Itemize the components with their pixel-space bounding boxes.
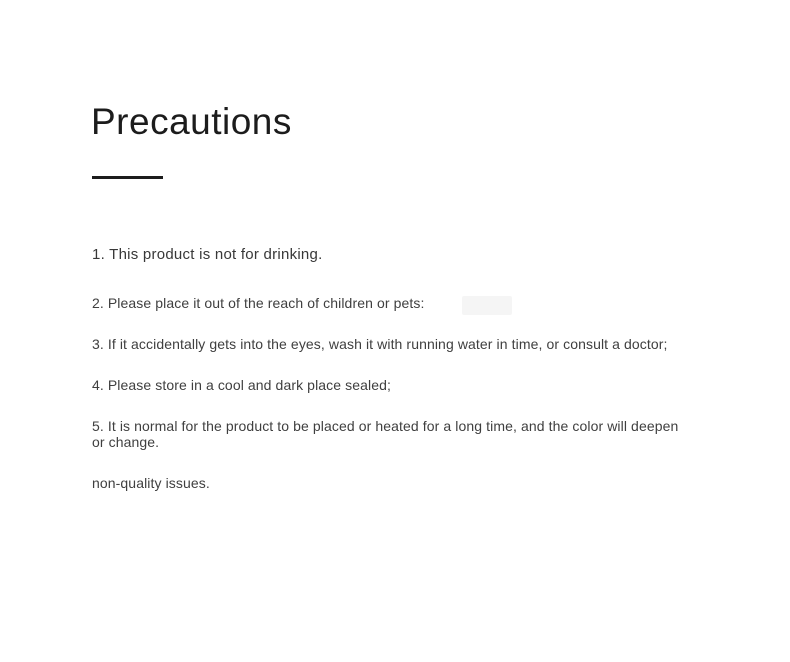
precautions-list xyxy=(92,246,692,516)
precaution-item-1: 1. This product is not for drinking. xyxy=(92,246,323,263)
precaution-item-5: 5. It is normal for the product to be placed or heated for a long time, and the color will deepen or change. xyxy=(92,418,679,450)
page-title: Precautions xyxy=(91,101,292,142)
title-underline xyxy=(92,176,163,179)
precaution-item-2: 2. Please place it out of the reach of children or pets: xyxy=(92,295,425,311)
precaution-item-3: 3. If it accidentally gets into the eyes, wash it with running water in time, or consult a doctor; xyxy=(92,336,668,352)
faint-watermark-remnant xyxy=(462,296,512,315)
precaution-item-4: 4. Please store in a cool and dark place sealed; xyxy=(92,377,391,393)
precaution-note: non-quality issues. xyxy=(92,475,210,491)
